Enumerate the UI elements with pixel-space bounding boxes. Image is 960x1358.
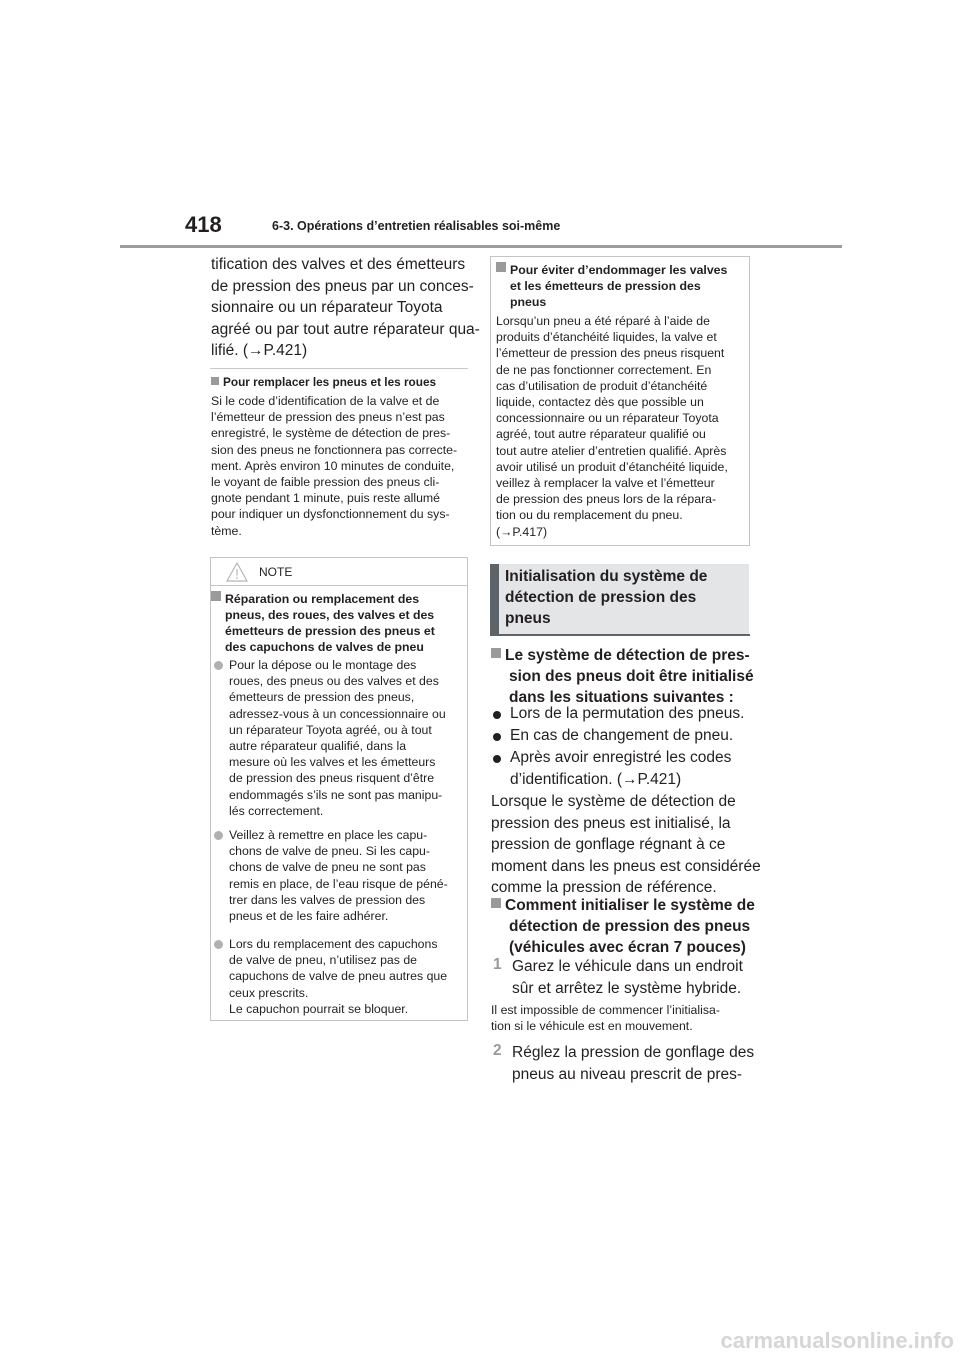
text-line: produits d’étanchéité liquides, la valve et: [496, 330, 717, 345]
text-line: de valve de pneu, n’utilisez pas de: [229, 953, 417, 968]
bullet-dot-icon: [493, 755, 501, 763]
page-number: 418: [185, 212, 222, 237]
note-header-divider: [211, 585, 467, 586]
text-line: roues, des pneus ou des valves et des: [229, 674, 439, 689]
text-line: Pour la dépose ou le montage des: [229, 658, 417, 672]
step-text: [512, 1042, 754, 1085]
text-line: autre réparateur qualifié, dans la: [229, 739, 407, 754]
text-line: moment dans les pneus est considérée: [491, 857, 761, 875]
text-line: Lors de la permutation des pneus.: [510, 705, 745, 722]
text-line: pneus et de les faire adhérer.: [229, 909, 389, 924]
text-line: Lorsque le système de détection de: [491, 793, 736, 810]
text-line: pression de gonflage régnant à ce: [491, 836, 726, 853]
text-line: émetteurs de pression des pneus,: [229, 690, 415, 705]
text-line: Si le code d’identification de la valve et de: [211, 394, 440, 408]
valve-damage-heading: [496, 262, 727, 310]
heading-line: [491, 895, 755, 916]
text-line: cas d’utilisation de produit d’étanchéité: [496, 378, 708, 393]
text-line: pour indiquer un dysfonctionnement du sys-: [211, 507, 450, 522]
text-line: capuchons de valve de pneu autres que: [229, 969, 448, 984]
title-line: Initialisation du système de: [505, 568, 708, 585]
list-item: [510, 725, 733, 747]
text-line: comme la pression de référence.: [491, 879, 717, 896]
heading-line: pneus, des roues, des valves et des: [225, 608, 435, 622]
text-line: tout autre atelier d’entretien qualifié. Après: [496, 443, 727, 458]
text-line: de pression des pneus par un conces-: [211, 277, 474, 295]
step-note: [491, 1002, 720, 1034]
list-item: [510, 747, 731, 790]
circle-bullet-icon: [214, 831, 223, 840]
text-line: Lors du remplacement des capuchons: [229, 937, 438, 951]
text-line: l’émetteur de pression des pneus risquent: [496, 346, 725, 361]
text-line: un réparateur Toyota agréé, ou à tout: [229, 722, 432, 737]
text-line: En cas de changement de pneu.: [510, 727, 734, 744]
text-line: sionnaire ou un réparateur Toyota: [211, 299, 443, 316]
header-rule: [120, 245, 842, 248]
title-line: détection de pression des: [505, 589, 697, 606]
bullet-dot-icon: [493, 711, 501, 719]
text-line: lés correctement.: [229, 803, 324, 818]
text-line: chons de valve de pneu. Si les capu-: [229, 844, 430, 859]
title-line: pneus: [505, 610, 551, 627]
text-line: trer dans les valves de pression des: [229, 892, 426, 907]
text-line: de pression des pneus risquent d’être: [229, 771, 435, 786]
note-label: NOTE: [259, 565, 293, 579]
text-line: Lorsqu’un pneu a été réparé à l’aide de: [496, 314, 710, 328]
how-to-initialise-heading: [491, 895, 755, 958]
heading-line: [496, 262, 727, 278]
step-number: 2: [493, 1042, 502, 1059]
section-banner-rule: [490, 634, 750, 636]
square-bullet-icon: [211, 591, 221, 601]
heading-line: pneus: [510, 295, 547, 309]
heading-line: et les émetteurs de pression des: [510, 279, 701, 293]
text-line: agréé, tout autre réparateur qualifié ou: [496, 427, 706, 442]
cases-heading: [491, 645, 754, 708]
text-line: de pression des pneus lors de la répara-: [496, 492, 717, 507]
text-line: pression des pneus est initialisé, la: [491, 814, 731, 832]
heading-line: détection de pression des pneus: [509, 918, 751, 935]
heading-line: émetteurs de pression des pneus et: [225, 624, 435, 638]
heading-text: Pour remplacer les pneus et les roues: [223, 375, 437, 389]
heading-text: Le système de détection de pres-: [505, 647, 750, 664]
text-line: tion si le véhicule est en mouvement.: [491, 1019, 693, 1034]
square-bullet-icon: [496, 262, 506, 272]
section-banner-accent: [490, 564, 499, 636]
text-line: Il est impossible de commencer l’initialisa-: [491, 1003, 720, 1017]
text-line: chons de valve de pneu ne sont pas: [229, 860, 426, 875]
heading-line: des capuchons de valves de pneu: [225, 640, 424, 654]
text-line: Garez le véhicule dans un endroit: [512, 958, 743, 975]
text-line: lifié. (→P.421): [211, 342, 308, 359]
text-line: liquide, contactez dès que possible un: [496, 395, 704, 410]
text-line: agréé ou par tout autre réparateur qua-: [211, 320, 480, 338]
text-line: ceux prescrits.: [229, 985, 309, 1000]
divider: [210, 368, 468, 369]
text-line: sûr et arrêtez le système hybride.: [512, 979, 742, 997]
replace-tires-paragraph: [211, 393, 457, 539]
circle-bullet-icon: [214, 661, 223, 670]
text-line: d’identification. (→P.421): [510, 770, 682, 788]
text-line: avoir utilisé un produit d’étanchéité liquide,: [496, 459, 728, 474]
text-line: l’émetteur de pression des pneus n’est pas: [211, 410, 445, 425]
heading-line: dans les situations suivantes :: [509, 689, 734, 706]
text-line: adressez-vous à un concessionnaire ou: [229, 706, 446, 721]
text-line: veillez à remplacer la valve et l’émetteur: [496, 476, 715, 491]
heading-text: Comment initialiser le système de: [505, 897, 755, 914]
reference-pressure-paragraph: [491, 791, 761, 899]
step-number: 1: [493, 956, 502, 973]
heading-text: Pour éviter d’endommager les valves: [510, 263, 728, 277]
heading-line: (véhicules avec écran 7 pouces): [509, 939, 746, 956]
text-line: endommagés s’ils ne sont pas manipu-: [229, 787, 443, 802]
text-line: pneus au niveau prescrit de pres-: [512, 1065, 743, 1083]
text-line: concessionnaire ou un réparateur Toyota: [496, 411, 719, 426]
text-line: de ne pas fonctionner correctement. En: [496, 362, 712, 377]
replace-tires-heading: [211, 375, 436, 389]
text-line: tème.: [211, 523, 242, 538]
section-title-initialisation: [505, 566, 707, 629]
heading-line: [211, 591, 435, 607]
bullet-dot-icon: [493, 733, 501, 741]
watermark: carmanualsonline.info: [720, 1328, 954, 1353]
text-line: le voyant de faible pression des pneus cli-: [211, 475, 440, 490]
section-title: 6-3. Opérations d’entretien réalisables soi-même: [272, 219, 561, 233]
text-line: sion des pneus ne fonctionnera pas correcte-: [211, 442, 458, 457]
circle-bullet-icon: [214, 940, 223, 949]
text-line: Veillez à remettre en place les capu-: [229, 828, 428, 842]
square-bullet-icon: [491, 648, 501, 658]
note-item: [229, 827, 448, 924]
intro-paragraph: [211, 254, 480, 362]
text-line: mesure où les valves et les émetteurs: [229, 755, 436, 770]
square-bullet-icon: [491, 898, 501, 908]
text-line: ment. Après environ 10 minutes de conduite,: [211, 458, 455, 473]
text-line: Réglez la pression de gonflage des: [512, 1044, 755, 1061]
note-heading: [211, 591, 435, 655]
valve-damage-paragraph: [496, 313, 728, 540]
list-item: [510, 703, 744, 725]
text-line: (→P.417): [496, 524, 548, 539]
text-line: remis en place, de l’eau risque de péné-: [229, 876, 448, 891]
step-text: [512, 956, 743, 999]
text-line: gnote pendant 1 minute, puis reste allumé: [211, 491, 441, 506]
note-item: [229, 657, 446, 819]
text-line: tion ou du remplacement du pneu.: [496, 508, 683, 523]
text-line: enregistré, le système de détection de pres-: [211, 426, 451, 441]
warning-triangle-icon: [226, 562, 248, 582]
heading-line: sion des pneus doit être initialisé: [509, 668, 754, 685]
text-line: tification des valves et des émetteurs: [211, 256, 466, 273]
heading-text: Réparation ou remplacement des: [225, 592, 420, 606]
text-line: Le capuchon pourrait se bloquer.: [229, 1001, 409, 1016]
heading-line: [491, 645, 754, 666]
square-bullet-icon: [211, 377, 219, 385]
note-item: [229, 936, 447, 1017]
text-line: Après avoir enregistré les codes: [510, 749, 732, 766]
